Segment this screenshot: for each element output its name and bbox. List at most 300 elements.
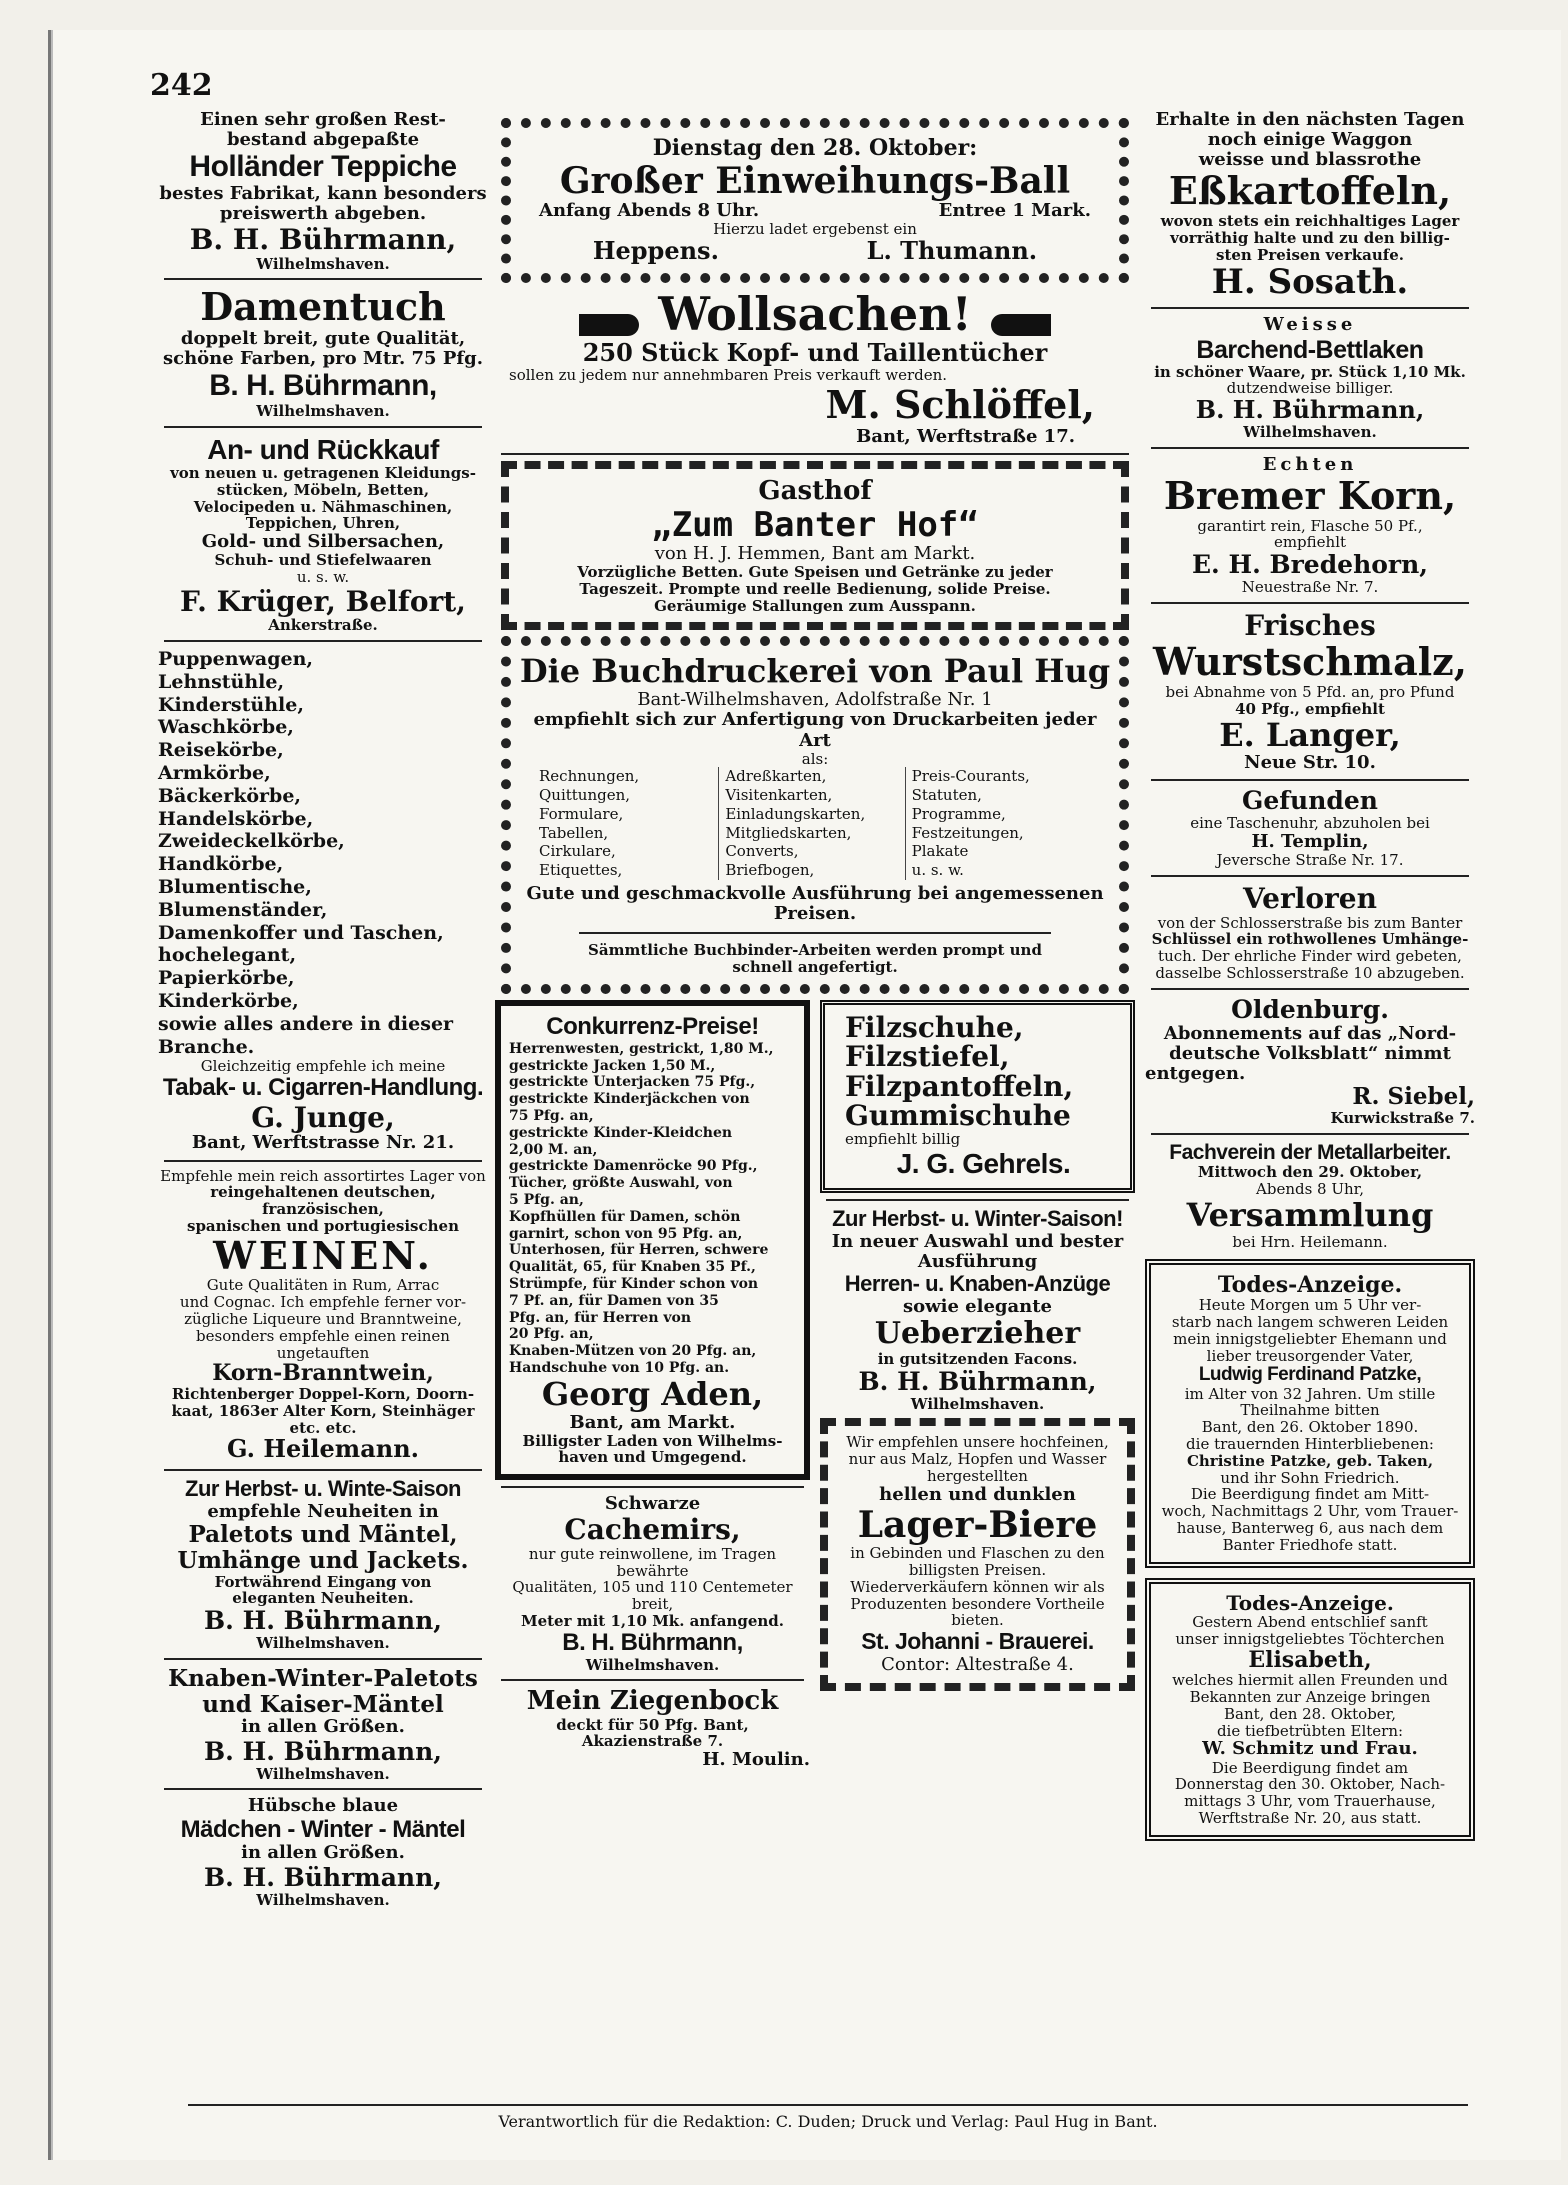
ad-title: Wurstschmalz, bbox=[1153, 639, 1467, 685]
service-list bbox=[519, 767, 1111, 880]
ad-name: Ludwig Ferdinand Patzke, bbox=[1198, 1364, 1422, 1386]
list-item: 20 Pfg. an, bbox=[509, 1326, 594, 1343]
ad-text: Gute Qualitäten in Rum, Arrac bbox=[206, 1276, 440, 1295]
ad-place: Neue Str. 10. bbox=[1244, 752, 1376, 774]
ad-text: nur gute reinwollene, im Tragen bewährte bbox=[528, 1544, 777, 1580]
ad-firm: St. Johanni - Brauerei. bbox=[861, 1628, 1094, 1655]
ad-text: Banter Friedhofe statt. bbox=[1222, 1535, 1398, 1554]
ad-text: Richtenberger Doppel-Korn, Doorn- bbox=[171, 1384, 475, 1403]
ad-title: Mein Ziegenbock bbox=[526, 1686, 779, 1717]
ad-text: Entree 1 Mark. bbox=[938, 199, 1091, 221]
ad-text: Ausführung bbox=[917, 1251, 1038, 1273]
ad-text: besonders empfehle einen reinen ungetauften bbox=[196, 1326, 450, 1362]
ad-place: Wilhelmshaven. bbox=[256, 254, 390, 273]
divider bbox=[164, 426, 482, 428]
two-ad-row bbox=[495, 1000, 1135, 1770]
divider bbox=[501, 1679, 804, 1681]
list-item: Zweideckelkörbe, bbox=[158, 830, 345, 853]
divider bbox=[164, 1469, 482, 1471]
ad-text: Billigster Laden von Wilhelms- bbox=[522, 1431, 783, 1450]
ad-text: Gestern Abend entschlief sanft bbox=[1192, 1612, 1428, 1631]
sub-column bbox=[495, 1000, 810, 1770]
ad-text: hause, Banterweg 6, aus nach dem bbox=[1176, 1518, 1444, 1537]
ad-text: Herren- u. Knaben-Anzüge bbox=[844, 1271, 1111, 1297]
ad-title: Bremer Korn, bbox=[1163, 473, 1457, 519]
ad-title: Oldenburg. bbox=[1231, 994, 1389, 1024]
list-item: Handschuhe von 10 Pfg. an. bbox=[509, 1359, 730, 1376]
ad-firm: J. G. Gehrels. bbox=[896, 1148, 1071, 1180]
divider bbox=[1151, 988, 1469, 990]
list-item: u. s. w. bbox=[911, 861, 964, 880]
ad-text: Schwarze bbox=[604, 1493, 701, 1515]
ad-text: vorräthig halte und zu den billig- bbox=[1170, 228, 1450, 247]
ad-text: Qualitäten, 105 und 110 Centemeter breit, bbox=[512, 1578, 793, 1614]
ad-text: Bant-Wilhelmshaven, Adolfstraße Nr. 1 bbox=[637, 689, 993, 711]
ad-firm: E. Langer, bbox=[1219, 715, 1401, 754]
ad-title: Holländer Teppiche bbox=[189, 150, 457, 184]
ad-text: garantirt rein, Flasche 50 Pf., bbox=[1197, 516, 1423, 535]
ad-text: entgegen. bbox=[1145, 1063, 1246, 1085]
divider bbox=[1151, 779, 1469, 781]
divider bbox=[164, 1788, 482, 1790]
ad-text: Teppichen, Uhren, bbox=[245, 514, 401, 533]
ad-firm: R. Siebel, bbox=[1352, 1083, 1475, 1111]
list-item: Damenkoffer und Taschen, bbox=[158, 921, 444, 944]
list-item: Converts, bbox=[725, 842, 799, 861]
ad-text: und ihr Sohn Friedrich. bbox=[1220, 1468, 1400, 1487]
ad-firm: B. H. Bührmann, bbox=[209, 369, 437, 403]
ad-text: Erhalte in den nächsten Tagen bbox=[1155, 109, 1465, 130]
list-item: garnirt, schon von 95 Pfg. an, bbox=[509, 1225, 743, 1242]
ad-todesanzeige-1 bbox=[1145, 1259, 1475, 1568]
ad-title: Todes-Anzeige. bbox=[1217, 1271, 1403, 1298]
ad-text: Echten bbox=[1262, 453, 1358, 475]
ad-title: Die Buchdruckerei von Paul Hug bbox=[519, 652, 1111, 691]
ad-title: „Zum Banter Hof“ bbox=[651, 504, 979, 545]
ad-text: Sämmtliche Buchbinder-Arbeiten werden prompt und bbox=[588, 941, 1042, 960]
ad-place: Wilhelmshaven. bbox=[256, 1764, 390, 1783]
column-right bbox=[1145, 110, 1475, 1841]
ad-text: Umhänge und Jackets. bbox=[177, 1546, 469, 1574]
ad-text: sowie elegante bbox=[902, 1296, 1053, 1318]
ad-text: eine Taschenuhr, abzuholen bei bbox=[1190, 814, 1430, 833]
list-item: Tücher, größte Auswahl, von bbox=[509, 1175, 733, 1192]
list-item: 75 Pfg. an, bbox=[509, 1107, 594, 1124]
ad-place: Kurwickstraße 7. bbox=[1330, 1109, 1475, 1127]
ad-text: Hübsche blaue bbox=[247, 1795, 399, 1817]
ad-gefunden bbox=[1145, 787, 1475, 869]
ad-title: Zur Herbst- u. Winte-Saison bbox=[185, 1476, 461, 1502]
ad-korn bbox=[1145, 455, 1475, 596]
ad-firm: L. Thumann. bbox=[866, 235, 1038, 265]
list-item: Bäckerkörbe, bbox=[158, 784, 302, 807]
ad-firm: B. H. Bührmann, bbox=[204, 1862, 442, 1892]
ad-text: Bekannten zur Anzeige bringen bbox=[1189, 1687, 1431, 1706]
ad-text: Gute und geschmackvolle Ausführung bei angemessenen Preisen. bbox=[526, 882, 1104, 925]
ad-place: Jeversche Straße Nr. 17. bbox=[1216, 851, 1404, 870]
ad-place: Bant, am Markt. bbox=[569, 1411, 736, 1433]
ad-teppiche bbox=[158, 110, 488, 272]
ad-paletots bbox=[158, 1477, 488, 1652]
ad-text: Tageszeit. Prompte und reelle Bedienung, solide Preise. bbox=[579, 579, 1051, 598]
ad-text: unser innigstgeliebtes Töchterchen bbox=[1175, 1629, 1445, 1648]
ad-title: Todes-Anzeige. bbox=[1226, 1590, 1394, 1615]
ad-damentuch bbox=[158, 286, 488, 419]
ad-title: WEINEN. bbox=[213, 1232, 433, 1278]
ad-text: Heute Morgen um 5 Uhr ver- bbox=[1198, 1296, 1422, 1315]
ad-text: Bant, den 28. Oktober, bbox=[1224, 1704, 1396, 1723]
ad-text: mittags 3 Uhr, vom Trauerhause, bbox=[1184, 1792, 1436, 1811]
ad-text: Weisse bbox=[1263, 314, 1357, 336]
ad-text: dasselbe Schlosserstraße 10 abzugeben. bbox=[1155, 963, 1465, 982]
ad-text: in gutsitzenden Facons. bbox=[877, 1349, 1078, 1368]
ad-text: und Kaiser-Mäntel bbox=[202, 1690, 444, 1718]
list-item: hochelegant, bbox=[158, 944, 297, 967]
ad-buchdruckerei bbox=[501, 636, 1129, 994]
ad-ziegenbock bbox=[495, 1687, 810, 1770]
list-item: Formulare, bbox=[539, 804, 624, 823]
ad-text: Produzenten besondere Vortheile bbox=[850, 1594, 1105, 1613]
list-item: Statuten, bbox=[911, 786, 982, 805]
imprint-footer: Verantwortlich für die Redaktion: C. Duden; Druck und Verlag: Paul Hug in Bant. bbox=[188, 2104, 1468, 2131]
list-item: Programme, bbox=[911, 804, 1006, 823]
list-item: Qualität, 65, für Knaben 35 Pf., bbox=[509, 1259, 756, 1276]
ad-text: deckt für 50 Pfg. Bant, Akazienstraße 7. bbox=[556, 1715, 749, 1751]
ad-text: Velocipeden u. Nähmaschinen, bbox=[193, 497, 453, 516]
ad-text: empfehle Neuheiten in bbox=[207, 1500, 439, 1522]
ad-text: reingehaltenen deutschen, französischen, bbox=[210, 1183, 436, 1219]
ad-text: Abends 8 Uhr, bbox=[1256, 1180, 1364, 1199]
list-item: 2,00 M. an, bbox=[509, 1141, 598, 1158]
ad-title: An- und Rückkauf bbox=[207, 433, 439, 465]
divider bbox=[826, 1199, 1129, 1201]
ad-title-row bbox=[495, 286, 1135, 341]
ad-herbst bbox=[820, 1207, 1135, 1412]
ad-firm: B. H. Bührmann, bbox=[204, 1606, 442, 1636]
ad-text: Knaben-Winter-Paletots bbox=[168, 1664, 478, 1692]
service-column bbox=[905, 767, 1091, 880]
ad-firm: H. Moulin. bbox=[702, 1749, 810, 1771]
ad-text: stücken, Möbeln, Betten, bbox=[216, 480, 430, 499]
ad-verloren bbox=[1145, 883, 1475, 982]
ad-row bbox=[519, 235, 1111, 265]
ad-fachverein bbox=[1145, 1141, 1475, 1251]
list-item: Blumenständer, bbox=[158, 898, 328, 921]
ad-firm: M. Schlöffel, bbox=[825, 381, 1095, 427]
list-item: Herrenwesten, gestrickt, 1,80 M., bbox=[509, 1040, 774, 1057]
ad-oldenburg bbox=[1145, 996, 1475, 1127]
ad-text: Schlüssel ein rothwollenes Umhänge- bbox=[1151, 930, 1469, 949]
ad-text: Die Beerdigung findet am Mitt- bbox=[1190, 1485, 1430, 1504]
list-item: Mitgliedskarten, bbox=[725, 823, 852, 842]
list-item: 7 Pf. an, für Damen von 35 bbox=[509, 1292, 719, 1309]
ad-title: Zur Herbst- u. Winter-Saison! bbox=[832, 1206, 1123, 1232]
ad-text: mein innigstgeliebter Ehemann und bbox=[1173, 1329, 1447, 1348]
ad-text: bieten. bbox=[951, 1611, 1004, 1630]
ad-place: Ankerstraße. bbox=[268, 616, 378, 635]
ad-text: sten Preisen verkaufe. bbox=[1216, 245, 1404, 264]
ad-firm: H. Templin, bbox=[1251, 831, 1369, 853]
ad-text: Christine Patzke, geb. Taken, bbox=[1186, 1451, 1434, 1470]
ad-text: weisse und blassrothe bbox=[1198, 149, 1422, 171]
divider bbox=[164, 278, 482, 280]
ad-text: Filzstiefel, bbox=[845, 1040, 1010, 1074]
ad-title: Cachemirs, bbox=[564, 1513, 741, 1547]
divider bbox=[1151, 602, 1469, 604]
ad-text: Donnerstag den 30. Oktober, Nach- bbox=[1174, 1775, 1446, 1794]
ad-text: doppelt breit, gute Qualität, bbox=[180, 327, 466, 349]
list-item: Armkörbe, bbox=[158, 762, 271, 785]
ad-todesanzeige-2 bbox=[1145, 1578, 1475, 1841]
ad-row bbox=[519, 201, 1111, 221]
list-item: Lehnstühle, bbox=[158, 670, 285, 693]
ad-rueckkauf bbox=[158, 434, 488, 634]
ad-text: haven und Umgegend. bbox=[558, 1448, 747, 1467]
ad-firm: G. Junge, bbox=[251, 1101, 395, 1135]
ad-text: Theilnahme bitten bbox=[1240, 1401, 1380, 1420]
ad-text: Vorzügliche Betten. Gute Speisen und Getränke zu jeder bbox=[577, 563, 1053, 581]
ad-place: Wilhelmshaven. bbox=[910, 1394, 1045, 1413]
ad-title: Wollsachen! bbox=[658, 286, 972, 341]
ad-text: In neuer Auswahl und bester bbox=[831, 1231, 1124, 1253]
ad-text: Empfehle mein reich assortirtes Lager von bbox=[160, 1166, 486, 1185]
ad-title: Großer Einweihungs-Ball bbox=[559, 159, 1071, 202]
list-item: gestrickte Damenröcke 90 Pfg., bbox=[509, 1158, 758, 1175]
ad-text: W. Schmitz und Frau. bbox=[1202, 1738, 1418, 1760]
ad-kartoffeln bbox=[1145, 110, 1475, 301]
column-left bbox=[158, 110, 488, 1908]
ad-ball bbox=[501, 118, 1129, 283]
ad-text: Dienstag den 28. Oktober: bbox=[652, 135, 978, 161]
ad-bettlaken bbox=[1145, 315, 1475, 440]
ad-firm: G. Heilemann. bbox=[227, 1434, 419, 1464]
ad-title: Barchend-Bettlaken bbox=[1196, 335, 1424, 364]
divider bbox=[1151, 447, 1469, 449]
ad-text: kaat, 1863er Alter Korn, Steinhäger bbox=[171, 1401, 475, 1420]
ad-text: Schuh- und Stiefelwaaren bbox=[214, 551, 432, 570]
ad-subtitle: Korn-Branntwein, bbox=[212, 1360, 434, 1387]
ad-place: Contor: Altestraße 4. bbox=[881, 1653, 1074, 1675]
ad-text: empfiehlt billig bbox=[845, 1130, 961, 1149]
ad-firm: B. H. Bührmann, bbox=[1195, 395, 1425, 425]
service-column bbox=[539, 767, 718, 880]
list-item: Etiquettes, bbox=[539, 861, 623, 880]
ad-title: Damentuch bbox=[200, 284, 446, 330]
ad-text: starb nach langem schweren Leiden bbox=[1171, 1312, 1449, 1331]
ad-text: von neuen u. getragenen Kleidungs- bbox=[170, 463, 476, 482]
list-item: Quittungen, bbox=[539, 786, 631, 805]
ad-text: Gasthof bbox=[758, 475, 872, 506]
ad-subtitle: Versammlung bbox=[1186, 1195, 1434, 1234]
divider bbox=[164, 1160, 482, 1162]
ad-firm: B. H. Bührmann, bbox=[858, 1366, 1097, 1396]
divider bbox=[1151, 307, 1469, 309]
list-item: Einladungskarten, bbox=[725, 804, 866, 823]
pointing-hand-icon bbox=[579, 314, 639, 336]
ad-text: dutzendweise billiger. bbox=[1226, 379, 1394, 398]
ad-place: Neuestraße Nr. 7. bbox=[1241, 578, 1379, 597]
ad-wollsachen bbox=[495, 286, 1135, 447]
ad-text: Anfang Abends 8 Uhr. bbox=[539, 199, 760, 221]
ad-text: Hierzu ladet ergebenst ein bbox=[713, 220, 917, 239]
ad-text: und Cognac. Ich empfehle ferner vor- bbox=[179, 1293, 467, 1312]
list-item: Kinderstühle, bbox=[158, 693, 304, 716]
ad-text: Fortwährend Eingang von bbox=[214, 1572, 432, 1591]
ad-text: eleganten Neuheiten. bbox=[232, 1589, 414, 1608]
sub-column bbox=[820, 1000, 1135, 1770]
divider bbox=[164, 1658, 482, 1660]
list-item: Plakate bbox=[911, 842, 969, 861]
ad-text: die trauernden Hinterbliebenen: bbox=[1186, 1435, 1434, 1453]
ad-title: Mädchen - Winter - Mäntel bbox=[180, 1815, 466, 1843]
ad-place: Bant, Werftstrasse Nr. 21. bbox=[191, 1132, 455, 1154]
ad-text: schnell angefertigt. bbox=[732, 958, 898, 977]
ad-knaben bbox=[158, 1666, 488, 1782]
ad-title: Lager-Biere bbox=[857, 1503, 1098, 1546]
ad-text: welches hiermit allen Freunden und bbox=[1172, 1671, 1448, 1690]
list-item: Cirkulare, bbox=[539, 842, 616, 861]
ad-text: bestand abgepaßte bbox=[226, 129, 420, 151]
ad-place: Wilhelmshaven. bbox=[1243, 423, 1377, 442]
ad-title: Conkurrenz-Preise! bbox=[546, 1012, 759, 1040]
ad-junge bbox=[158, 648, 488, 1154]
list-item: Pfg. an, für Herren von bbox=[509, 1309, 692, 1326]
ad-title: Gefunden bbox=[1242, 786, 1378, 816]
service-column bbox=[718, 767, 904, 880]
ad-text: bei Abnahme von 5 Pfd. an, pro Pfund bbox=[1165, 682, 1455, 701]
divider bbox=[579, 932, 1051, 934]
ad-place: Wilhelmshaven. bbox=[256, 401, 390, 420]
divider bbox=[1151, 875, 1469, 877]
ad-title: Eßkartoffeln, bbox=[1168, 168, 1452, 214]
list-item: Papierkörbe, bbox=[158, 967, 295, 990]
ad-text: billigsten Preisen. bbox=[908, 1561, 1047, 1580]
ad-text: als: bbox=[801, 749, 829, 768]
list-item: Blumentische, bbox=[158, 876, 312, 899]
ad-brauerei bbox=[820, 1418, 1135, 1691]
ad-text: Meter mit 1,10 Mk. anfangend. bbox=[520, 1611, 784, 1630]
ad-text: wovon stets ein reichhaltiges Lager bbox=[1160, 212, 1460, 231]
ad-text: in allen Größen. bbox=[241, 1842, 405, 1864]
ad-place: Bant, Werftstraße 17. bbox=[856, 425, 1075, 447]
ad-text: Geräumige Stallungen zum Ausspann. bbox=[654, 596, 976, 615]
ad-text: in Gebinden und Flaschen zu den bbox=[850, 1544, 1105, 1563]
ad-place: Wilhelmshaven. bbox=[256, 1890, 390, 1909]
ad-place: Wilhelmshaven. bbox=[256, 1634, 390, 1653]
ad-place: Wilhelmshaven. bbox=[585, 1655, 720, 1674]
list-item: Festzeitungen, bbox=[911, 823, 1024, 842]
ad-text: empfiehlt sich zur Anfertigung von Druckarbeiten jeder Art bbox=[533, 709, 1097, 751]
ad-text: empfiehlt bbox=[1273, 533, 1347, 552]
ad-text: tuch. Der ehrliche Finder wird gebeten, bbox=[1158, 947, 1462, 966]
ad-firm: Georg Aden, bbox=[541, 1374, 764, 1413]
ad-wurstschmalz bbox=[1145, 610, 1475, 773]
ad-text: u. s. w. bbox=[296, 568, 350, 587]
ad-text: Gummischuhe bbox=[845, 1099, 1071, 1133]
ad-name: Elisabeth, bbox=[1248, 1646, 1372, 1673]
ad-text: Wir empfehlen unsere hochfeinen, bbox=[846, 1433, 1109, 1452]
ad-firm: B. H. Bührmann, bbox=[189, 223, 457, 257]
ad-text: Die Beerdigung findet am bbox=[1211, 1758, 1409, 1777]
ad-text: lieber treusorgender Vater, bbox=[1206, 1346, 1414, 1365]
list-item: gestrickte Kinder-Kleidchen bbox=[509, 1124, 733, 1141]
list-item: gestrickte Kinderjäckchen von bbox=[509, 1091, 750, 1108]
product-list bbox=[158, 648, 488, 1058]
ad-conkurrenz bbox=[495, 1000, 810, 1480]
ad-firm: H. Sosath. bbox=[1211, 262, 1409, 303]
column-middle bbox=[495, 118, 1135, 1770]
ad-gasthof bbox=[501, 461, 1129, 631]
list-item: Strümpfe, für Kinder schon von bbox=[509, 1275, 759, 1292]
ad-text: bei Hrn. Heilemann. bbox=[1232, 1232, 1388, 1251]
ad-firm: B. H. Bührmann, bbox=[562, 1628, 743, 1656]
list-item: Kopfhüllen für Damen, schön bbox=[509, 1208, 741, 1225]
ad-text: Einen sehr großen Rest- bbox=[200, 109, 446, 130]
ad-text: Werftstraße Nr. 20, aus statt. bbox=[1198, 1808, 1422, 1827]
list-item: Handkörbe, bbox=[158, 853, 284, 876]
list-item: sowie alles andere in dieser Branche. bbox=[158, 1012, 454, 1058]
ad-text: die tiefbetrübten Eltern: bbox=[1216, 1721, 1404, 1740]
ad-text: deutsche Volksblatt“ nimmt bbox=[1169, 1042, 1451, 1064]
ad-title: Tabak- u. Cigarren-Handlung. bbox=[162, 1074, 484, 1102]
ad-firm: E. H. Bredehorn, bbox=[1192, 550, 1428, 580]
ad-firm: F. Krüger, Belfort, bbox=[180, 584, 466, 618]
ad-firm: B. H. Bührmann, bbox=[204, 1736, 442, 1766]
price-list bbox=[509, 1041, 796, 1377]
list-item: Kinderkörbe, bbox=[158, 990, 299, 1013]
list-item: Handelskörbe, bbox=[158, 807, 314, 830]
ad-text: Wiederverkäufern können wir als bbox=[850, 1577, 1105, 1596]
ad-text: 40 Pfg., empfiehlt bbox=[1235, 699, 1385, 718]
ad-text: von der Schlosserstraße bis zum Banter bbox=[1157, 913, 1463, 932]
ad-text: Ueberzieher bbox=[874, 1316, 1081, 1352]
list-item: Rechnungen, bbox=[539, 767, 640, 786]
ad-text: Gleichzeitig empfehle ich meine bbox=[200, 1057, 446, 1076]
ad-title: Verloren bbox=[1243, 882, 1377, 916]
ad-text: Frisches bbox=[1244, 609, 1376, 642]
page-number: 242 bbox=[150, 68, 213, 103]
ad-text: preiswerth abgeben. bbox=[219, 203, 427, 225]
ad-text: Mittwoch den 29. Oktober, bbox=[1197, 1163, 1423, 1182]
ad-weinen bbox=[158, 1168, 488, 1464]
divider bbox=[501, 453, 1129, 455]
pointing-hand-icon bbox=[991, 314, 1051, 336]
ad-text: in schöner Waare, pr. Stück 1,10 Mk. bbox=[1154, 362, 1466, 381]
ad-text: in allen Größen. bbox=[241, 1716, 405, 1738]
list-item: Unterhosen, für Herren, schwere bbox=[509, 1242, 769, 1259]
list-item: Briefbogen, bbox=[725, 861, 815, 880]
divider bbox=[164, 640, 482, 642]
list-item: 5 Pfg. an, bbox=[509, 1191, 584, 1208]
ad-text: 250 Stück Kopf- und Taillentücher bbox=[582, 338, 1048, 368]
ad-text: zügliche Liqueure und Branntweine, bbox=[184, 1309, 462, 1328]
list-item: Preis-Courants, bbox=[911, 767, 1030, 786]
ad-text: bestes Fabrikat, kann besonders bbox=[159, 182, 487, 204]
ad-text: nur aus Malz, Hopfen und Wasser bbox=[848, 1450, 1107, 1469]
ad-text: Bant, den 26. Oktober 1890. bbox=[1201, 1418, 1419, 1437]
ad-text: hergestellten bbox=[927, 1466, 1028, 1485]
ad-text: Paletots und Mäntel, bbox=[188, 1521, 458, 1548]
list-item: Knaben-Mützen von 20 Pfg. an, bbox=[509, 1343, 757, 1360]
ad-text: hellen und dunklen bbox=[879, 1483, 1076, 1505]
ad-text: noch einige Waggon bbox=[1207, 129, 1413, 151]
ad-text: Filzschuhe, bbox=[845, 1010, 1024, 1044]
ad-filz bbox=[820, 1000, 1135, 1194]
ad-text: sollen zu jedem nur annehmbaren Preis verkauft werden. bbox=[509, 366, 948, 385]
ad-text: schöne Farben, pro Mtr. 75 Pfg. bbox=[163, 348, 483, 370]
list-item: gestrickte Unterjacken 75 Pfg., bbox=[509, 1074, 756, 1091]
ad-text: von H. J. Hemmen, Bant am Markt. bbox=[654, 542, 976, 564]
